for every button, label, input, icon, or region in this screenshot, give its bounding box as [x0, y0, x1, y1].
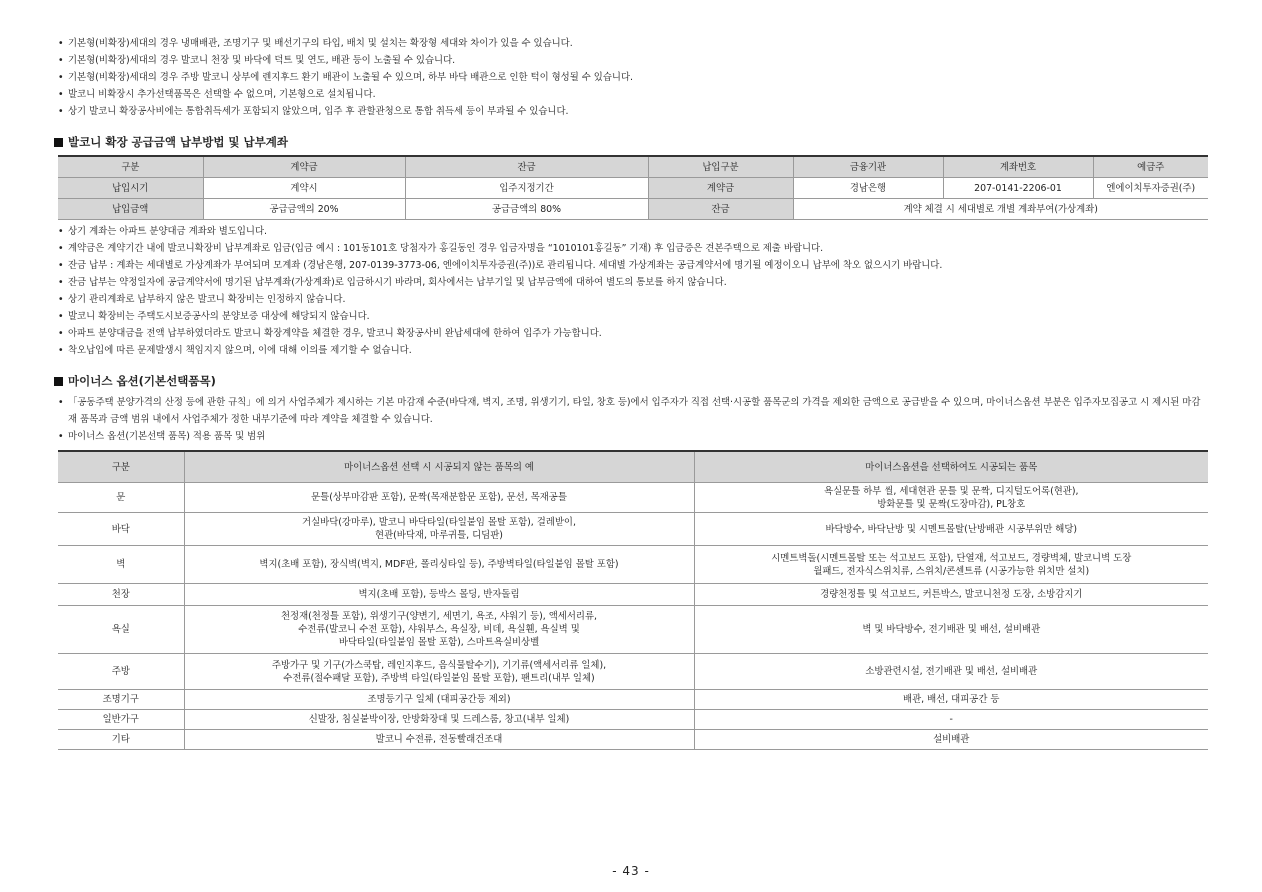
excluded-items-cell: 발코니 수전류, 전동빨래건조대	[184, 730, 694, 750]
note-item: • 상기 발코니 확장공사비에는 통합취득세가 포함되지 않았으며, 입주 후 관할관청으로 통합 취득세 등이 부과될 수 있습니다.	[58, 103, 1208, 120]
header-cell: 구분	[58, 156, 203, 178]
header-cell: 예금주	[1093, 156, 1208, 178]
note-item: • 기본형(비확장)세대의 경우 주방 발코니 상부에 렌지후드 환기 배관이 노출될 수 있으며, 하부 바닥 배관으로 인한 턱이 형성될 수 있습니다.	[58, 69, 1208, 86]
top-notes-list	[58, 35, 1208, 120]
included-items-cell: 경량천정틀 및 석고보드, 커튼박스, 발코니천정 도장, 소방감지기	[694, 584, 1208, 606]
page-number: - 43 -	[612, 864, 650, 878]
table-row	[58, 199, 1208, 220]
table-row	[58, 178, 1208, 199]
payment-table	[58, 155, 1208, 220]
row-label: 납입시기	[58, 178, 203, 199]
category-cell: 천장	[58, 584, 184, 606]
table-cell: 계약시	[203, 178, 405, 199]
included-items-cell: 시멘트벽돌(시멘트몰탈 또는 석고보드 포함), 단열재, 석고보드, 경량벽체, 발코니벽 도장 월패드, 전자식스위치류, 스위치/콘센트류 (시공가능한 위치만 설치)	[694, 546, 1208, 584]
table-row	[58, 483, 1208, 513]
header-cell: 납입구분	[648, 156, 793, 178]
category-cell: 문	[58, 483, 184, 513]
row-label: 납입금액	[58, 199, 203, 220]
excluded-items-cell: 주방가구 및 기구(가스쿡탑, 레인지후드, 음식물탈수기), 기기류(액세서리류 일체), 수전류(절수패달 포함), 주방벽 타일(타일붙임 몰탈 포함), 팬트리(내부 일체)	[184, 654, 694, 690]
payment-title-text: 발코니 확장 공급금액 납부방법 및 납부계좌	[68, 135, 288, 149]
category-cell: 일반가구	[58, 710, 184, 730]
included-items-cell: 설비배관	[694, 730, 1208, 750]
table-cell: 엔에이치투자증권(주)	[1093, 178, 1208, 199]
category-cell: 주방	[58, 654, 184, 690]
included-items-cell: 벽 및 바닥방수, 전기배관 및 배선, 설비배관	[694, 606, 1208, 654]
note-item: • 착오납입에 따른 문제발생시 책임지지 않으며, 이에 대해 이의를 제기할 수 없습니다.	[58, 342, 1208, 359]
excluded-items-cell: 문틀(상부마감판 포함), 문짝(목재분합문 포함), 문선, 목재공틀	[184, 483, 694, 513]
excluded-items-cell: 거실바닥(강마루), 발코니 바닥타일(타일붙임 몰탈 포함), 걸레받이, 현관(바닥재, 마루귀틀, 디딤판)	[184, 513, 694, 546]
note-item: • 기본형(비확장)세대의 경우 발코니 천장 및 바닥에 덕트 및 연도, 배관 등이 노출될 수 있습니다.	[58, 52, 1208, 69]
table-cell: 공급금액의 20%	[203, 199, 405, 220]
excluded-items-cell: 천정재(천정틀 포함), 위생기구(양변기, 세면기, 욕조, 샤워기 등), 액세서리류, 수전류(발코니 수전 포함), 샤워부스, 욕실장, 비데, 욕실휀, 욕실벽 및 바닥타일(타일붙임 몰탈 포함), 스마트욕실비상벨	[184, 606, 694, 654]
table-cell: 207-0141-2206-01	[943, 178, 1093, 199]
table-cell: 입주지정기간	[405, 178, 648, 199]
note-item: • 잔금 납부 : 계좌는 세대별로 가상계좌가 부여되며 모계좌 (경남은행, 207-0139-3773-06, 엔에이치투자증권(주))로 관리됩니다. 세대별 가상계좌는 공급계약서에 명기될 예정이오니 납부에 착오 없으시기 바랍니다.	[58, 257, 1208, 274]
header-cell: 구분	[58, 451, 184, 483]
note-item: • 기본형(비확장)세대의 경우 냉매배관, 조명기구 및 배선기구의 타입, 배치 및 설치는 확장형 세대와 차이가 있을 수 있습니다.	[58, 35, 1208, 52]
table-cell: 잔금	[648, 199, 793, 220]
excluded-items-cell: 벽지(초배 포함), 장식벽(벽지, MDF판, 폴리싱타일 등), 주방벽타일(타일붙임 몰탈 포함)	[184, 546, 694, 584]
table-row	[58, 584, 1208, 606]
payment-notes-list	[58, 223, 1208, 359]
included-items-cell: 소방관련시설, 전기배관 및 배선, 설비배관	[694, 654, 1208, 690]
minus-option-title-text: 마이너스 옵션(기본선택품목)	[68, 374, 216, 388]
table-row	[58, 710, 1208, 730]
included-items-cell: 바닥방수, 바닥난방 및 시멘트몰탈(난방배관 시공부위만 해당)	[694, 513, 1208, 546]
square-bullet-icon	[54, 377, 63, 386]
included-items-cell: 욕실문틀 하부 씰, 세대현관 문틀 및 문짝, 디지털도어록(현관), 방화문틀 및 문짝(도장마감), PL창호	[694, 483, 1208, 513]
minus-option-notes-list	[58, 394, 1208, 445]
square-bullet-icon	[54, 138, 63, 147]
header-cell: 금융기관	[793, 156, 943, 178]
category-cell: 욕실	[58, 606, 184, 654]
table-row	[58, 654, 1208, 690]
table-header-row	[58, 156, 1208, 178]
category-cell: 기타	[58, 730, 184, 750]
table-cell: 경남은행	[793, 178, 943, 199]
note-item: • 계약금은 계약기간 내에 발코니확장비 납부계좌로 입금(입금 예시 : 101동101호 당첨자가 홍길동인 경우 입금자명을 “1010101홍길동” 기재) 후 입금증은 견본주택으로 제출 바랍니다.	[58, 240, 1208, 257]
table-cell: 계약금	[648, 178, 793, 199]
minus-option-section-title	[54, 373, 1208, 389]
note-item: • 아파트 분양대금을 전액 납부하였더라도 발코니 확장계약을 체결한 경우, 발코니 확장공사비 완납세대에 한하여 입주가 가능합니다.	[58, 325, 1208, 342]
note-item: • 상기 계좌는 아파트 분양대금 계좌와 별도입니다.	[58, 223, 1208, 240]
table-cell: 계약 체결 시 세대별로 개별 계좌부여(가상계좌)	[793, 199, 1208, 220]
table-row	[58, 730, 1208, 750]
header-cell: 계좌번호	[943, 156, 1093, 178]
included-items-cell: 배관, 배선, 대피공간 등	[694, 690, 1208, 710]
table-row	[58, 690, 1208, 710]
note-item: • 발코니 비확장시 추가선택품목은 선택할 수 없으며, 기본형으로 설치됩니다.	[58, 86, 1208, 103]
table-row	[58, 546, 1208, 584]
category-cell: 벽	[58, 546, 184, 584]
table-row	[58, 606, 1208, 654]
excluded-items-cell: 벽지(초배 포함), 등박스 몰딩, 반자돌림	[184, 584, 694, 606]
table-row	[58, 513, 1208, 546]
minus-option-table	[58, 450, 1208, 750]
header-cell: 마이너스옵션 선택 시 시공되지 않는 품목의 예	[184, 451, 694, 483]
header-cell: 마이너스옵션을 선택하여도 시공되는 품목	[694, 451, 1208, 483]
excluded-items-cell: 조명등기구 일체 (대피공간등 제외)	[184, 690, 694, 710]
note-item: • 잔금 납부는 약정일자에 공급계약서에 명기된 납부계좌(가상계좌)로 입금하시기 바라며, 회사에서는 납부기일 및 납부금액에 대하여 별도의 통보를 하지 않습니다.	[58, 274, 1208, 291]
note-item: • 마이너스 옵션(기본선택 품목) 적용 품목 및 범위	[58, 428, 1208, 445]
header-cell: 잔금	[405, 156, 648, 178]
note-item: • 상기 관리계좌로 납부하지 않은 발코니 확장비는 인정하지 않습니다.	[58, 291, 1208, 308]
document-body	[58, 35, 1208, 750]
table-cell: 공급금액의 80%	[405, 199, 648, 220]
excluded-items-cell: 신발장, 침실붙박이장, 안방화장대 및 드레스룸, 창고(내부 일체)	[184, 710, 694, 730]
included-items-cell: -	[694, 710, 1208, 730]
note-item: • 발코니 확장비는 주택도시보증공사의 분양보증 대상에 해당되지 않습니다.	[58, 308, 1208, 325]
note-item: • 「공동주택 분양가격의 산정 등에 관한 규칙」에 의거 사업주체가 제시하는 기본 마감재 수준(바닥재, 벽지, 조명, 위생기기, 타일, 창호 등)에서 입주자가 직접 선택·시공할 품목군의 가격을 제외한 금액으로 공급받을 수 있으며, 마이너스옵션 부분은 입주자모집공고 시 제시된 마감재 품목과 금액 범위 내에서 사업주체가 정한 내부기준에 따라 계약을 체결할 수 있습니다.	[58, 394, 1208, 428]
payment-section-title	[54, 134, 1208, 150]
category-cell: 바닥	[58, 513, 184, 546]
header-cell: 계약금	[203, 156, 405, 178]
table-header-row	[58, 451, 1208, 483]
category-cell: 조명기구	[58, 690, 184, 710]
